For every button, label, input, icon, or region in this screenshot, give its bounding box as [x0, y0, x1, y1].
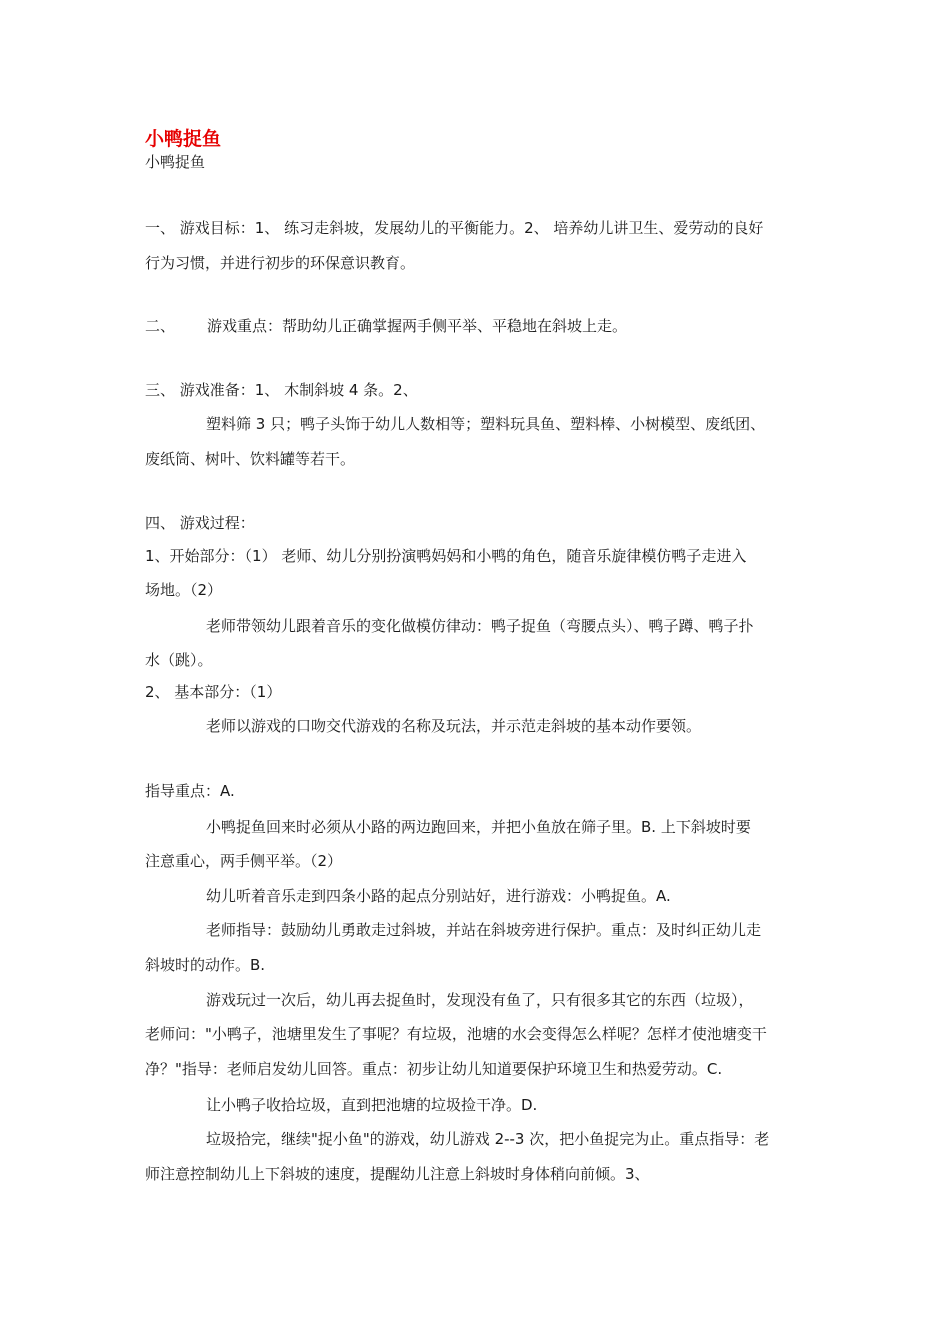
paragraph-line: 三、 游戏准备：1、 木制斜坡 4 条。2、 [145, 381, 418, 399]
paragraph-line: 水（跳）。 [145, 651, 213, 669]
paragraph-line: 2、 基本部分：（1） [145, 683, 282, 701]
paragraph-line: 师注意控制幼儿上下斜坡的速度，提醒幼儿注意上斜坡时身体稍向前倾。3、 [145, 1165, 650, 1183]
paragraph-line: 游戏玩过一次后，幼儿再去捉鱼时，发现没有鱼了，只有很多其它的东西（垃圾）， [206, 991, 754, 1009]
paragraph-line: 四、 游戏过程： [145, 514, 255, 532]
paragraph-line: 让小鸭子收拾垃圾，直到把池塘的垃圾捡干净。D. [206, 1096, 538, 1114]
paragraph-line: 一、 游戏目标：1、 练习走斜坡，发展幼儿的平衡能力。2、 培养幼儿讲卫生、爱劳动的良好 [145, 219, 764, 237]
paragraph-line: 净？"指导：老师启发幼儿回答。重点：初步让幼儿知道要保护环境卫生和热爱劳动。C. [145, 1060, 723, 1078]
paragraph-line: 指导重点：A. [145, 782, 235, 800]
paragraph-line: 老师问："小鸭子，池塘里发生了事呢？有垃圾，池塘的水会变得怎么样呢？怎样才使池塘变干 [145, 1025, 767, 1043]
section-number: 二、 [145, 317, 176, 335]
paragraph-line: 垃圾拾完，继续"捉小鱼"的游戏，幼儿游戏 2--3 次，把小鱼捉完为止。重点指导：老 [206, 1130, 770, 1148]
document-title: 小鸭捉鱼 [145, 128, 222, 150]
paragraph-line: 塑料筛 3 只；鸭子头饰于幼儿人数相等；塑料玩具鱼、塑料棒、小树模型、废纸团、 [206, 415, 766, 433]
paragraph-line: 老师指导：鼓励幼儿勇敢走过斜坡，并站在斜坡旁进行保护。重点：及时纠正幼儿走 [206, 921, 762, 939]
paragraph-line: 游戏重点：帮助幼儿正确掌握两手侧平举、平稳地在斜坡上走。 [207, 317, 628, 335]
paragraph-line: 1、开始部分：（1） 老师、幼儿分别扮演鸭妈妈和小鸭的角色，随音乐旋律模仿鸭子走进入 [145, 547, 747, 565]
paragraph-line: 场地。（2） [145, 581, 223, 599]
paragraph-line: 废纸筒、树叶、饮料罐等若干。 [145, 450, 356, 468]
paragraph-line: 注意重心，两手侧平举。（2） [145, 852, 343, 870]
paragraph-line: 老师带领幼儿跟着音乐的变化做模仿律动：鸭子捉鱼（弯腰点头）、鸭子蹲、鸭子扑 [206, 617, 754, 635]
document-subtitle: 小鸭捉鱼 [145, 153, 206, 171]
paragraph-line: 行为习惯，并进行初步的环保意识教育。 [145, 254, 416, 272]
paragraph-line: 老师以游戏的口吻交代游戏的名称及玩法，并示范走斜坡的基本动作要领。 [206, 717, 702, 735]
paragraph-line: 幼儿听着音乐走到四条小路的起点分别站好，进行游戏：小鸭捉鱼。A. [206, 887, 671, 905]
paragraph-line: 小鸭捉鱼回来时必须从小路的两边跑回来，并把小鱼放在筛子里。B. 上下斜坡时要 [206, 818, 751, 836]
paragraph-line: 斜坡时的动作。B. [145, 956, 266, 974]
